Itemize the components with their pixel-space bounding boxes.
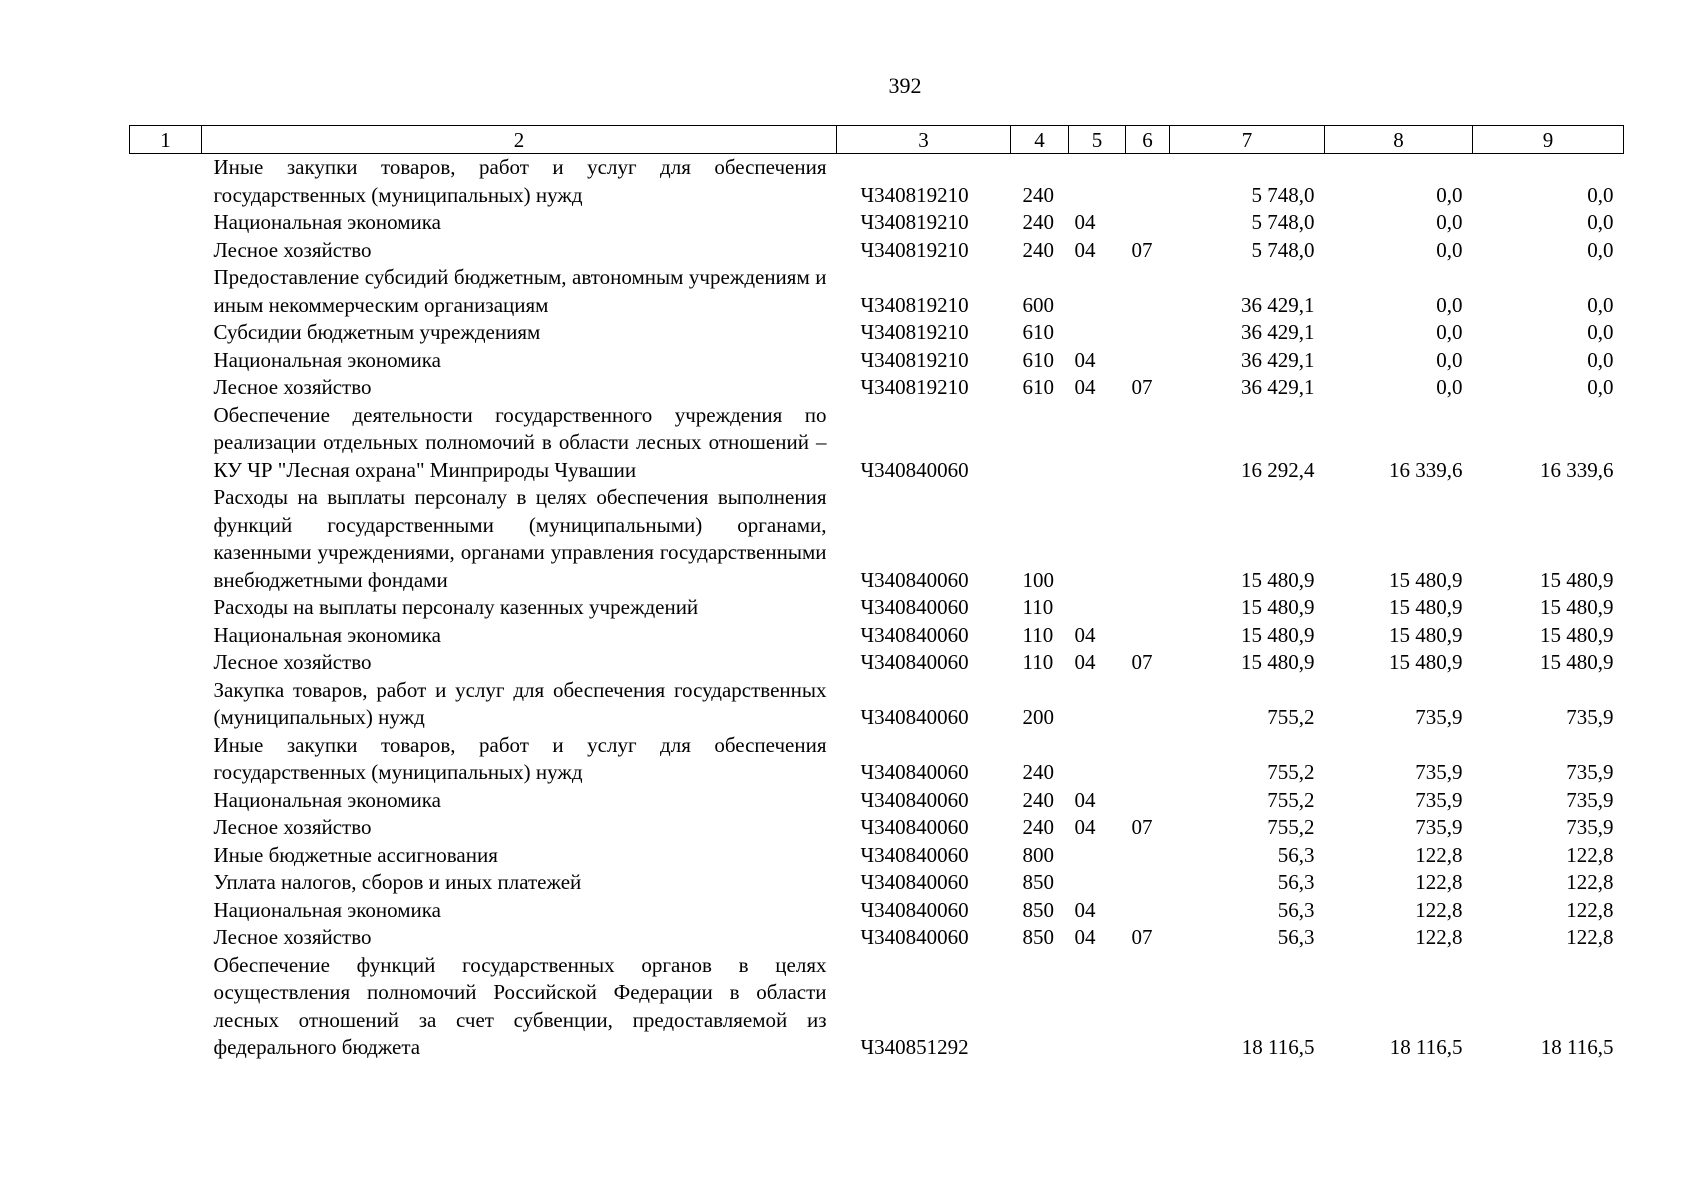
amount-col7-cell: 36 429,1: [1241, 320, 1315, 344]
subsection-cell: 07: [1131, 650, 1153, 674]
item-name-cell: Лесное хозяйство: [213, 237, 372, 262]
target-code-cell: Ч340819210: [860, 182, 969, 207]
amount-col7-cell: 15 480,9: [1241, 650, 1315, 674]
amount-col7-cell: 56,3: [1277, 870, 1315, 894]
amount-col9-cell: 122,8: [1566, 870, 1614, 894]
amount-col7-cell: 56,3: [1277, 925, 1315, 949]
expense-type-cell: 240: [1022, 182, 1054, 207]
item-name-cell: Обеспечение функций государственных органов в целях осуществления полномочий Российской Федерации в области лесных отношений за счет субвенции, предоставляемой из федерального бюджета: [213, 952, 827, 1059]
subsection-cell: [1126, 952, 1170, 1062]
amount-col7-cell: 56,3: [1277, 842, 1315, 867]
index-cell: [130, 924, 202, 952]
amount-col9-cell: 15 480,9: [1540, 595, 1614, 619]
amount-col9-cell: 0,0: [1587, 375, 1614, 399]
amount-col9-cell: 735,9: [1566, 815, 1614, 839]
column-header-3: 3: [837, 126, 1011, 154]
amount-col7-cell: 18 116,5: [1241, 1035, 1315, 1059]
subsection-cell: [1126, 869, 1170, 897]
amount-col7-cell: 36 429,1: [1241, 347, 1315, 372]
subsection-cell: [1126, 319, 1170, 347]
amount-col9-cell: 0,0: [1587, 182, 1614, 207]
subsection-cell: [1126, 209, 1170, 237]
column-header-1: 1: [130, 126, 202, 154]
subsection-cell: [1126, 484, 1170, 594]
amount-col9-cell: 16 339,6: [1540, 457, 1614, 482]
index-cell: [130, 842, 202, 870]
section-cell: [1069, 264, 1126, 319]
section-cell: 04: [1074, 650, 1096, 674]
table-row: [130, 264, 1624, 319]
section-cell: [1069, 732, 1126, 787]
header-row: [130, 126, 1624, 154]
section-cell: [1069, 677, 1126, 732]
amount-col7-cell: 755,2: [1267, 815, 1315, 839]
item-name-cell: Расходы на выплаты персоналу в целях обеспечения выполнения функций государственными (муниципальными) органами, казенными учреждениями, органами управления государственными внебюджетными фондами: [213, 485, 827, 592]
amount-col7-cell: 16 292,4: [1241, 457, 1315, 482]
section-cell: 04: [1074, 815, 1096, 839]
subsection-cell: [1126, 264, 1170, 319]
subsection-cell: 07: [1131, 375, 1153, 399]
item-name-cell: Лесное хозяйство: [213, 925, 372, 949]
column-header-2: 2: [202, 126, 837, 154]
amount-col9-cell: 735,9: [1566, 705, 1614, 729]
item-name-cell: Иные бюджетные ассигнования: [213, 842, 498, 867]
section-cell: [1069, 402, 1126, 485]
column-header-8: 8: [1325, 126, 1473, 154]
amount-col8-cell: 122,8: [1415, 897, 1463, 922]
section-cell: [1069, 842, 1126, 870]
section-cell: [1069, 319, 1126, 347]
table-row: [130, 484, 1624, 594]
budget-table: [129, 125, 1624, 1062]
index-cell: [130, 209, 202, 237]
target-code-cell: Ч340819210: [860, 237, 969, 262]
index-cell: [130, 622, 202, 650]
target-code-cell: Ч340840060: [860, 567, 969, 592]
table-row: [130, 649, 1624, 677]
index-cell: [130, 484, 202, 594]
section-cell: 04: [1074, 925, 1096, 949]
amount-col9-cell: 122,8: [1566, 925, 1614, 949]
target-code-cell: Ч340840060: [860, 897, 969, 922]
table-row: [130, 787, 1624, 815]
index-cell: [130, 814, 202, 842]
column-header-6: 6: [1126, 126, 1170, 154]
amount-col7-cell: 755,2: [1267, 787, 1315, 812]
table-row: [130, 677, 1624, 732]
expense-type-cell: 240: [1022, 787, 1054, 812]
target-code-cell: Ч340819210: [860, 292, 969, 317]
target-code-cell: Ч340840060: [860, 705, 969, 729]
amount-col9-cell: 0,0: [1587, 320, 1614, 344]
table-row: [130, 952, 1624, 1062]
expense-type-cell: 110: [1022, 595, 1054, 619]
table-row: [130, 594, 1624, 622]
table-row: [130, 897, 1624, 925]
amount-col8-cell: 15 480,9: [1389, 622, 1463, 647]
index-cell: [130, 154, 202, 210]
amount-col9-cell: 735,9: [1566, 787, 1614, 812]
target-code-cell: Ч340840060: [860, 457, 969, 482]
index-cell: [130, 649, 202, 677]
amount-col8-cell: 122,8: [1415, 842, 1463, 867]
amount-col7-cell: 36 429,1: [1241, 292, 1315, 317]
index-cell: [130, 897, 202, 925]
index-cell: [130, 264, 202, 319]
amount-col7-cell: 15 480,9: [1241, 622, 1315, 647]
item-name-cell: Лесное хозяйство: [213, 815, 372, 839]
amount-col8-cell: 735,9: [1415, 815, 1463, 839]
index-cell: [130, 347, 202, 375]
expense-type-cell: 850: [1022, 870, 1054, 894]
table-row: [130, 622, 1624, 650]
amount-col8-cell: 0,0: [1436, 347, 1463, 372]
target-code-cell: Ч340840060: [860, 870, 969, 894]
expense-type-cell: 610: [1022, 320, 1054, 344]
table-row: [130, 347, 1624, 375]
expense-type-cell: 110: [1022, 622, 1054, 647]
item-name-cell: Лесное хозяйство: [213, 650, 372, 674]
amount-col8-cell: 15 480,9: [1389, 650, 1463, 674]
expense-type-cell: [1011, 952, 1069, 1062]
subsection-cell: [1126, 594, 1170, 622]
section-cell: 04: [1074, 622, 1096, 647]
amount-col9-cell: 0,0: [1587, 347, 1614, 372]
table-row: [130, 869, 1624, 897]
expense-type-cell: 240: [1022, 237, 1054, 262]
subsection-cell: 07: [1131, 237, 1153, 262]
table-row: [130, 732, 1624, 787]
amount-col7-cell: 5 748,0: [1251, 237, 1315, 262]
target-code-cell: Ч340840060: [860, 595, 969, 619]
section-cell: 04: [1074, 787, 1096, 812]
amount-col7-cell: 755,2: [1267, 760, 1315, 784]
item-name-cell: Обеспечение деятельности государственного учреждения по реализации отдельных полномочий в области лесных отношений – КУ ЧР "Лесная охрана" Минприроды Чувашии: [213, 402, 827, 482]
expense-type-cell: 600: [1022, 292, 1054, 317]
expense-type-cell: [1011, 402, 1069, 485]
item-name-cell: Субсидии бюджетным учреждениям: [213, 320, 541, 344]
target-code-cell: Ч340819210: [860, 375, 969, 399]
expense-type-cell: 240: [1022, 760, 1054, 784]
target-code-cell: Ч340840060: [860, 760, 969, 784]
item-name-cell: Национальная экономика: [213, 787, 441, 812]
amount-col8-cell: 16 339,6: [1389, 457, 1463, 482]
target-code-cell: Ч340851292: [860, 1035, 969, 1059]
subsection-cell: [1126, 622, 1170, 650]
table-row: [130, 842, 1624, 870]
section-cell: 04: [1074, 375, 1096, 399]
item-name-cell: Расходы на выплаты персоналу казенных учреждений: [213, 595, 699, 619]
item-name-cell: Предоставление субсидий бюджетным, автономным учреждениям и иным некоммерческим организациям: [213, 265, 827, 317]
index-cell: [130, 869, 202, 897]
amount-col7-cell: 15 480,9: [1241, 595, 1315, 619]
amount-col9-cell: 18 116,5: [1540, 1035, 1614, 1059]
expense-type-cell: 850: [1022, 925, 1054, 949]
table-header: [130, 126, 1624, 154]
subsection-cell: [1126, 402, 1170, 485]
amount-col8-cell: 0,0: [1436, 237, 1463, 262]
column-header-5: 5: [1069, 126, 1126, 154]
table-row: [130, 154, 1624, 210]
amount-col9-cell: 122,8: [1566, 897, 1614, 922]
target-code-cell: Ч340840060: [860, 815, 969, 839]
item-name-cell: Национальная экономика: [213, 210, 441, 234]
subsection-cell: [1126, 732, 1170, 787]
amount-col7-cell: 755,2: [1267, 705, 1315, 729]
index-cell: [130, 952, 202, 1062]
amount-col9-cell: 0,0: [1587, 237, 1614, 262]
item-name-cell: Уплата налогов, сборов и иных платежей: [213, 870, 582, 894]
item-name-cell: Закупка товаров, работ и услуг для обеспечения государственных (муниципальных) нужд: [213, 677, 827, 729]
amount-col8-cell: 0,0: [1436, 292, 1463, 317]
target-code-cell: Ч340840060: [860, 925, 969, 949]
index-cell: [130, 374, 202, 402]
amount-col7-cell: 5 748,0: [1251, 182, 1315, 207]
amount-col8-cell: 0,0: [1436, 210, 1463, 234]
column-header-7: 7: [1170, 126, 1325, 154]
target-code-cell: Ч340819210: [860, 210, 969, 234]
amount-col8-cell: 735,9: [1415, 787, 1463, 812]
section-cell: 04: [1074, 237, 1096, 262]
amount-col8-cell: 0,0: [1436, 182, 1463, 207]
table-row: [130, 209, 1624, 237]
index-cell: [130, 594, 202, 622]
section-cell: 04: [1074, 347, 1096, 372]
amount-col9-cell: 15 480,9: [1540, 650, 1614, 674]
subsection-cell: [1126, 787, 1170, 815]
section-cell: [1069, 154, 1126, 210]
subsection-cell: [1126, 842, 1170, 870]
target-code-cell: Ч340840060: [860, 622, 969, 647]
table-body: [130, 154, 1624, 1062]
item-name-cell: Иные закупки товаров, работ и услуг для обеспечения государственных (муниципальных) нужд: [213, 155, 827, 207]
expense-type-cell: 200: [1022, 705, 1054, 729]
amount-col9-cell: 0,0: [1587, 210, 1614, 234]
amount-col9-cell: 735,9: [1566, 760, 1614, 784]
index-cell: [130, 319, 202, 347]
amount-col7-cell: 15 480,9: [1241, 567, 1315, 592]
table-row: [130, 402, 1624, 485]
amount-col8-cell: 18 116,5: [1389, 1035, 1463, 1059]
amount-col8-cell: 0,0: [1436, 375, 1463, 399]
table-row: [130, 924, 1624, 952]
subsection-cell: 07: [1131, 925, 1153, 949]
amount-col9-cell: 122,8: [1566, 842, 1614, 867]
subsection-cell: [1126, 677, 1170, 732]
expense-type-cell: 850: [1022, 897, 1054, 922]
amount-col8-cell: 122,8: [1415, 870, 1463, 894]
section-cell: 04: [1074, 897, 1096, 922]
target-code-cell: Ч340840060: [860, 842, 969, 867]
index-cell: [130, 732, 202, 787]
amount-col9-cell: 0,0: [1587, 292, 1614, 317]
expense-type-cell: 240: [1022, 815, 1054, 839]
expense-type-cell: 100: [1022, 567, 1054, 592]
item-name-cell: Национальная экономика: [213, 347, 441, 372]
amount-col8-cell: 15 480,9: [1389, 567, 1463, 592]
amount-col8-cell: 122,8: [1415, 925, 1463, 949]
expense-type-cell: 610: [1022, 347, 1054, 372]
expense-type-cell: 240: [1022, 210, 1054, 234]
amount-col7-cell: 5 748,0: [1251, 210, 1315, 234]
amount-col8-cell: 735,9: [1415, 705, 1463, 729]
table-row: [130, 237, 1624, 265]
amount-col9-cell: 15 480,9: [1540, 622, 1614, 647]
column-header-9: 9: [1473, 126, 1624, 154]
index-cell: [130, 237, 202, 265]
subsection-cell: [1126, 347, 1170, 375]
index-cell: [130, 787, 202, 815]
amount-col8-cell: 0,0: [1436, 320, 1463, 344]
amount-col7-cell: 36 429,1: [1241, 375, 1315, 399]
expense-type-cell: 110: [1022, 650, 1054, 674]
index-cell: [130, 402, 202, 485]
subsection-cell: 07: [1131, 815, 1153, 839]
expense-type-cell: 800: [1022, 842, 1054, 867]
page-number: 392: [888, 73, 922, 98]
item-name-cell: Лесное хозяйство: [213, 375, 372, 399]
section-cell: [1069, 952, 1126, 1062]
amount-col7-cell: 56,3: [1277, 897, 1315, 922]
column-header-4: 4: [1011, 126, 1069, 154]
section-cell: [1069, 484, 1126, 594]
table-row: [130, 374, 1624, 402]
subsection-cell: [1126, 897, 1170, 925]
item-name-cell: Иные закупки товаров, работ и услуг для обеспечения государственных (муниципальных) нужд: [213, 732, 827, 784]
section-cell: [1069, 869, 1126, 897]
target-code-cell: Ч340819210: [860, 320, 969, 344]
expense-type-cell: 610: [1022, 375, 1054, 399]
target-code-cell: Ч340840060: [860, 787, 969, 812]
table-row: [130, 814, 1624, 842]
amount-col8-cell: 15 480,9: [1389, 595, 1463, 619]
index-cell: [130, 677, 202, 732]
section-cell: [1069, 594, 1126, 622]
section-cell: 04: [1074, 210, 1096, 234]
amount-col9-cell: 15 480,9: [1540, 567, 1614, 592]
target-code-cell: Ч340819210: [860, 347, 969, 372]
item-name-cell: Национальная экономика: [213, 622, 441, 647]
table-row: [130, 319, 1624, 347]
subsection-cell: [1126, 154, 1170, 210]
target-code-cell: Ч340840060: [860, 650, 969, 674]
item-name-cell: Национальная экономика: [213, 897, 441, 922]
amount-col8-cell: 735,9: [1415, 760, 1463, 784]
